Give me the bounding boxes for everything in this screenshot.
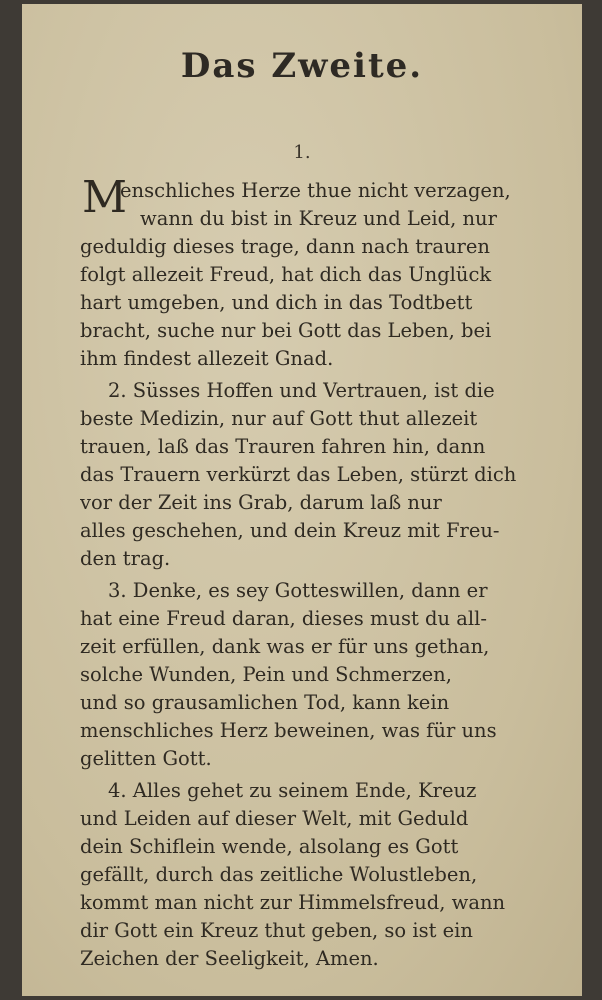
verse-3-line: gelitten Gott. (80, 748, 212, 770)
verse-2-line: 2. Süsses Hoffen und Vertrauen, ist die (108, 380, 495, 402)
verse-2-line: beste Medizin, nur auf Gott thut allezeit (80, 408, 478, 430)
verse-4-line: dein Schiflein wende, alsolang es Gott (80, 836, 459, 858)
verse-3-line: und so grausamlichen Tod, kann kein (80, 692, 450, 714)
page-title: Das Zweite. (180, 46, 424, 86)
verse-4-line: kommt man nicht zur Himmelsfreud, wann (80, 892, 506, 914)
verse-4-line: 4. Alles gehet zu seinem Ende, Kreuz (108, 780, 477, 802)
verse-1-line: bracht, suche nur bei Gott das Leben, bei (80, 320, 492, 342)
verse-number: 1. (293, 142, 311, 163)
verse-4-line: dir Gott ein Kreuz thut geben, so ist ein (80, 920, 473, 942)
document-page (22, 4, 582, 996)
verse-2-line: vor der Zeit ins Grab, darum laß nur (80, 492, 442, 514)
verse-3-line: 3. Denke, es sey Gotteswillen, dann er (108, 580, 488, 602)
verse-1-line: hart umgeben, und dich in das Todtbett (80, 292, 473, 314)
verse-3-line: hat eine Freud daran, dieses must du all- (80, 608, 487, 630)
verse-1-line: folgt allezeit Freud, hat dich das Unglück (80, 264, 492, 286)
drop-cap-initial: M (82, 172, 128, 223)
verse-4-line: und Leiden auf dieser Welt, mit Geduld (80, 808, 469, 830)
verse-2-line: trauen, laß das Trauren fahren hin, dann (80, 436, 486, 458)
verse-1-line: wann du bist in Kreuz und Leid, nur (140, 208, 497, 230)
verse-3-line: solche Wunden, Pein und Schmerzen, (80, 664, 452, 686)
verse-1-line: geduldig dieses trage, dann nach trauren (80, 236, 490, 258)
verse-4-line: Zeichen der Seeligkeit, Amen. (80, 948, 379, 970)
verse-1-line: enschliches Herze thue nicht verzagen, (120, 180, 511, 202)
verse-2-line: alles geschehen, und dein Kreuz mit Freu- (80, 520, 500, 542)
verse-2-line: den trag. (80, 548, 171, 570)
verse-3-line: menschliches Herz beweinen, was für uns (80, 720, 497, 742)
verse-2-line: das Trauern verkürzt das Leben, stürzt dich (80, 464, 517, 486)
verse-3-line: zeit erfüllen, dank was er für uns gethan, (80, 636, 490, 658)
verse-4-line: gefällt, durch das zeitliche Wolustleben, (80, 864, 478, 886)
verse-1-line: ihm findest allezeit Gnad. (80, 348, 334, 370)
